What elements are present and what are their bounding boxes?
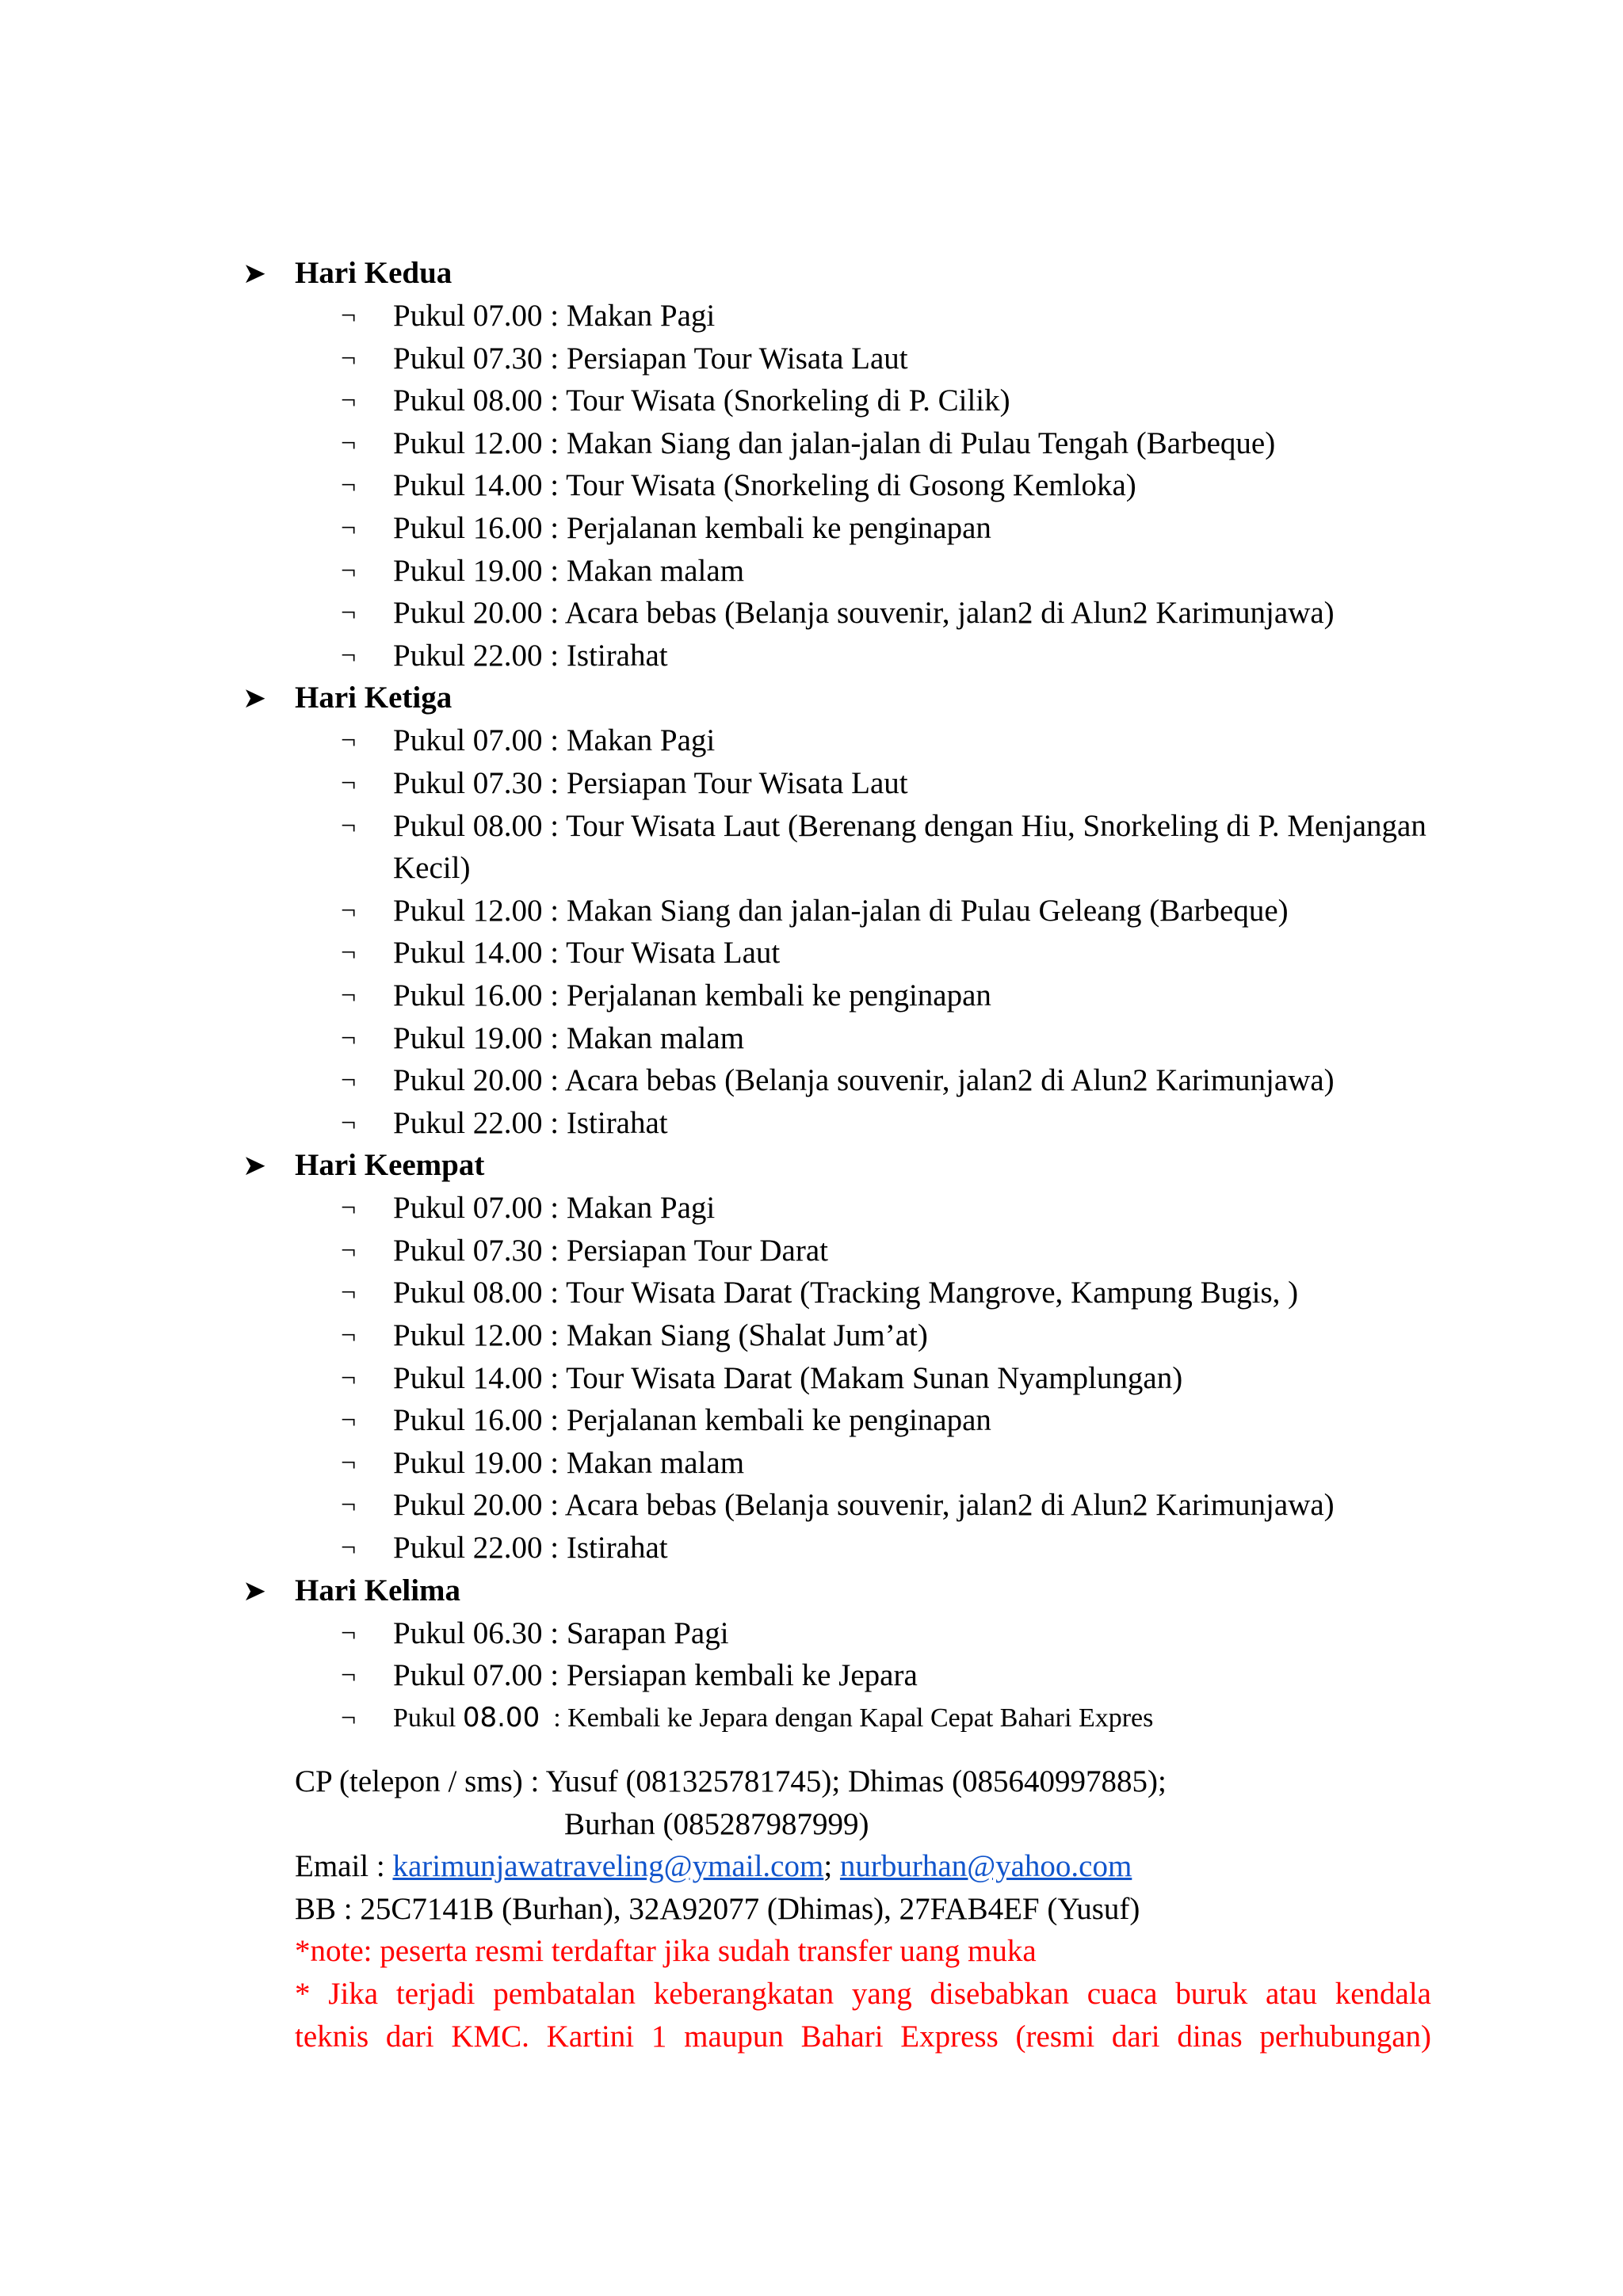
list-item (242, 1484, 1431, 1527)
item-text: Pukul 19.00 : Makan malam (393, 1445, 745, 1480)
not-sign-bullet-icon: ¬ (341, 980, 357, 1010)
not-sign-bullet-icon: ¬ (341, 1066, 357, 1096)
not-sign-bullet-icon: ¬ (341, 1661, 357, 1691)
day-title: Hari Kedua (295, 256, 453, 290)
item-text: Pukul 14.00 : Tour Wisata Laut (393, 936, 781, 971)
item-text: Pukul 19.00 : Makan malam (393, 553, 745, 588)
note-cancellation-line-2: teknis dari KMC. Kartini 1 maupun Bahari Express (resmi dari dinas perhubungan) (295, 2019, 1431, 2054)
list-item (242, 295, 1431, 338)
list-item (242, 422, 1431, 465)
not-sign-bullet-icon: ¬ (341, 726, 357, 756)
not-sign-bullet-icon: ¬ (341, 301, 357, 330)
not-sign-bullet-icon: ¬ (341, 598, 357, 628)
list-item (242, 592, 1431, 635)
not-sign-bullet-icon: ¬ (341, 1278, 357, 1308)
list-item (242, 1187, 1431, 1230)
not-sign-bullet-icon: ¬ (341, 513, 357, 543)
list-item (242, 1442, 1431, 1485)
list-item (242, 974, 1431, 1017)
contact-block (295, 1760, 1431, 2058)
note-payment: *note: peserta resmi terdaftar jika sudah transfer uang muka (295, 1934, 1037, 1969)
list-item (242, 932, 1431, 974)
item-text: Pukul 19.00 : Makan malam (393, 1020, 745, 1055)
list-item (242, 1230, 1431, 1272)
item-text: Pukul 12.00 : Makan Siang dan jalan-jalan di Pulau Geleang (Barbeque) (393, 893, 1289, 928)
not-sign-bullet-icon: ¬ (341, 1235, 357, 1265)
item-text: Pukul 07.30 : Persiapan Tour Darat (393, 1233, 828, 1268)
contact-phone-line: CP (telepon / sms) : Yusuf (081325781745); Dhimas (085640997885); (295, 1764, 1167, 1798)
contact-phone-line-2: Burhan (085287987999) (564, 1806, 869, 1841)
item-text: Pukul 12.00 : Makan Siang (Shalat Jum’at) (393, 1318, 928, 1353)
not-sign-bullet-icon: ¬ (341, 810, 357, 841)
item-text-rest: : Kembali ke Jepara dengan Kapal Cepat Bahari Expres (540, 1703, 1154, 1733)
email-link-karimunjawa[interactable]: karimunjawatraveling@ymail.com (392, 1849, 824, 1884)
day-section-keempat (242, 1144, 1431, 1569)
not-sign-bullet-icon: ¬ (341, 428, 357, 458)
item-text: Pukul 20.00 : Acara bebas (Belanja souvenir, jalan2 di Alun2 Karimunjawa) (393, 1488, 1335, 1523)
day-items (242, 1187, 1431, 1569)
contact-bb-line: BB : 25C7141B (Burhan), 32A92077 (Dhimas), 27FAB4EF (Yusuf) (295, 1891, 1140, 1926)
item-text: Pukul 16.00 : Perjalanan kembali ke penginapan (393, 1403, 991, 1438)
day-heading-row (242, 1144, 1431, 1187)
day-items (242, 1612, 1431, 1740)
item-text: Pukul 08.00 : Tour Wisata Laut (Berenang dengan Hiu, Snorkeling di P. Menjangan Kecil) (393, 808, 1426, 886)
item-text: Pukul 16.00 : Perjalanan kembali ke penginapan (393, 978, 991, 1013)
item-text: Pukul 08.00 : Tour Wisata (Snorkeling di P. Cilik) (393, 383, 1010, 418)
list-item (242, 1272, 1431, 1314)
item-text: Pukul 06.30 : Sarapan Pagi (393, 1615, 729, 1650)
not-sign-bullet-icon: ¬ (341, 1703, 357, 1733)
not-sign-bullet-icon: ¬ (341, 1108, 357, 1138)
list-item (242, 1697, 1431, 1740)
day-section-kelima (242, 1569, 1431, 1740)
item-text: Pukul 20.00 : Acara bebas (Belanja souvenir, jalan2 di Alun2 Karimunjawa) (393, 1063, 1335, 1098)
not-sign-bullet-icon: ¬ (341, 471, 357, 501)
list-item (242, 1612, 1431, 1655)
item-time: 08.00 (462, 1701, 540, 1733)
not-sign-bullet-icon: ¬ (341, 1405, 357, 1436)
not-sign-bullet-icon: ¬ (341, 1023, 357, 1053)
not-sign-bullet-icon: ¬ (341, 1618, 357, 1648)
item-text: Pukul 22.00 : Istirahat (393, 1531, 668, 1566)
item-text: Pukul 14.00 : Tour Wisata Darat (Makam Sunan Nyamplungan) (393, 1360, 1183, 1395)
list-item (242, 1527, 1431, 1569)
list-item (242, 1102, 1431, 1145)
day-title: Hari Kelima (295, 1573, 461, 1608)
not-sign-bullet-icon: ¬ (341, 1363, 357, 1393)
item-text: Pukul 07.00 : Persiapan kembali ke Jepara (393, 1658, 918, 1693)
day-items (242, 719, 1431, 1144)
itinerary-list (242, 252, 1431, 1739)
item-text: Pukul 22.00 : Istirahat (393, 1105, 668, 1140)
list-item (242, 635, 1431, 677)
item-text: Pukul 08.00 : Tour Wisata Darat (Tracking Mangrove, Kampung Bugis, ) (393, 1276, 1299, 1310)
item-text: Pukul 07.00 : Makan Pagi (393, 299, 716, 333)
day-heading-row (242, 677, 1431, 719)
day-heading-row (242, 252, 1431, 295)
not-sign-bullet-icon: ¬ (341, 1490, 357, 1520)
day-title: Hari Ketiga (295, 681, 453, 715)
not-sign-bullet-icon: ¬ (341, 555, 357, 585)
email-label: Email : (295, 1849, 393, 1884)
item-text: Pukul 20.00 : Acara bebas (Belanja souvenir, jalan2 di Alun2 Karimunjawa) (393, 596, 1335, 631)
list-item (242, 338, 1431, 380)
day-items (242, 295, 1431, 677)
not-sign-bullet-icon: ¬ (341, 1321, 357, 1351)
list-item (242, 1059, 1431, 1102)
list-item (242, 550, 1431, 593)
item-text: Pukul 07.30 : Persiapan Tour Wisata Laut (393, 765, 908, 800)
email-separator: ; (823, 1849, 840, 1884)
item-text: Pukul 07.00 : Makan Pagi (393, 723, 716, 758)
not-sign-bullet-icon: ¬ (341, 640, 357, 670)
list-item (242, 507, 1431, 550)
list-item (242, 464, 1431, 507)
not-sign-bullet-icon: ¬ (341, 386, 357, 416)
arrowhead-bullet-icon: ➤ (242, 682, 267, 715)
list-item (242, 1017, 1431, 1060)
day-section-kedua (242, 252, 1431, 677)
not-sign-bullet-icon: ¬ (341, 1447, 357, 1478)
item-text: Pukul 22.00 : Istirahat (393, 638, 668, 673)
not-sign-bullet-icon: ¬ (341, 343, 357, 373)
not-sign-bullet-icon: ¬ (341, 1193, 357, 1223)
not-sign-bullet-icon: ¬ (341, 768, 357, 798)
not-sign-bullet-icon: ¬ (341, 895, 357, 925)
email-link-nurburhan[interactable]: nurburhan@yahoo.com (839, 1849, 1132, 1884)
note-cancellation-line-1: * Jika terjadi pembatalan keberangkatan yang disebabkan cuaca buruk atau kendala (295, 1976, 1431, 2011)
item-text: Pukul 14.00 : Tour Wisata (Snorkeling di Gosong Kemloka) (393, 468, 1136, 503)
list-item (242, 805, 1431, 890)
item-text-prefix: Pukul (393, 1703, 463, 1733)
arrowhead-bullet-icon: ➤ (242, 257, 267, 289)
day-section-ketiga (242, 677, 1431, 1144)
item-text: Pukul 16.00 : Perjalanan kembali ke penginapan (393, 510, 991, 545)
item-text: Pukul 12.00 : Makan Siang dan jalan-jalan di Pulau Tengah (Barbeque) (393, 425, 1276, 460)
list-item (242, 1399, 1431, 1442)
item-text: Pukul 07.00 : Makan Pagi (393, 1191, 716, 1226)
list-item (242, 1314, 1431, 1357)
list-item (242, 719, 1431, 762)
list-item (242, 1357, 1431, 1400)
list-item (242, 762, 1431, 805)
list-item (242, 1654, 1431, 1697)
list-item (242, 379, 1431, 422)
arrowhead-bullet-icon: ➤ (242, 1150, 267, 1182)
day-heading-row (242, 1569, 1431, 1612)
item-text: Pukul 07.30 : Persiapan Tour Wisata Laut (393, 341, 908, 376)
contact-email-line (295, 1845, 1431, 1888)
not-sign-bullet-icon: ¬ (341, 1533, 357, 1563)
day-title: Hari Keempat (295, 1148, 485, 1183)
not-sign-bullet-icon: ¬ (341, 938, 357, 968)
arrowhead-bullet-icon: ➤ (242, 1574, 267, 1607)
list-item (242, 890, 1431, 933)
